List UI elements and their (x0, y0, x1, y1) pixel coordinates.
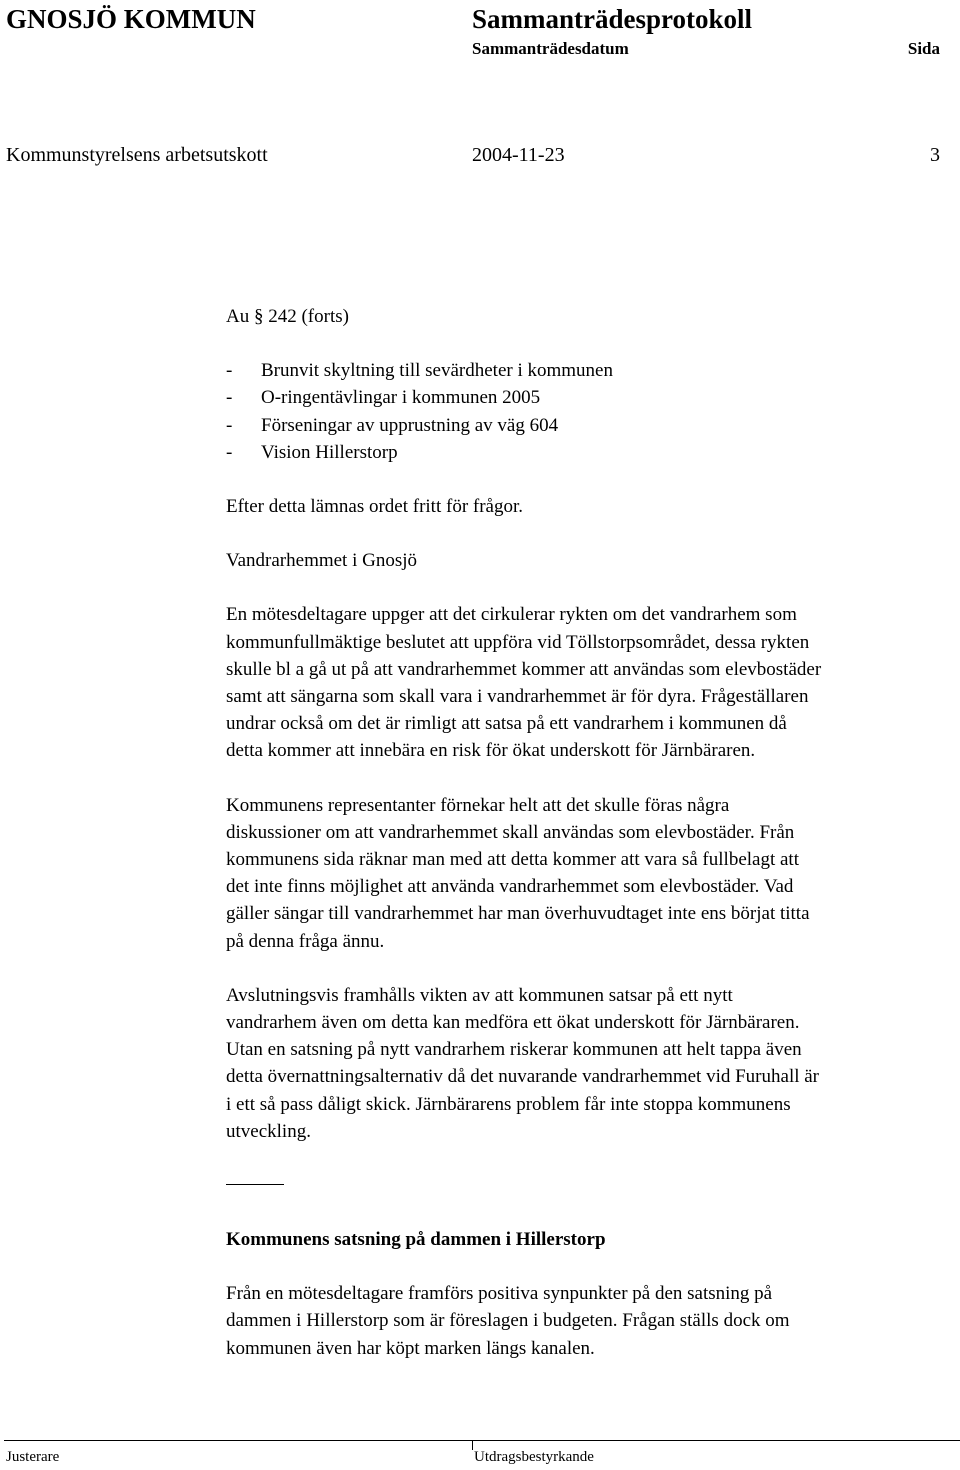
list-item-text: Vision Hillerstorp (261, 441, 398, 463)
text-line: vandrarhem även om detta kan medföra ett ökat underskott för Järnbäraren. (226, 1012, 800, 1034)
text-line: dammen i Hillerstorp som är föreslagen i budgeten. Frågan ställs dock om (226, 1310, 790, 1332)
text-line: diskussioner om att vandrarhemmet skall användas som elevbostäder. Från (226, 821, 795, 843)
footer-divider (4, 1440, 960, 1441)
list-item-text: Förseningar av upprustning av väg 604 (261, 414, 559, 436)
list-dash: - (226, 360, 233, 382)
text-line: det inte finns möjlighet att använda vandrarhemmet som elevbostäder. Vad (226, 876, 794, 898)
organization-name: GNOSJÖ KOMMUN (6, 4, 256, 34)
text-line: i ett så pass dåligt skick. Järnbärarens problem får inte stoppa kommunens (226, 1093, 791, 1115)
paragraph-municipality-response (226, 792, 946, 955)
footer-divider-tick (472, 1440, 473, 1450)
text-line: undrar också om det är rimligt att satsa på ett vandrarhem i kommunen då (226, 713, 787, 735)
text-line: detta kommer att innebära en risk för ökat underskott för Järnbäraren. (226, 740, 756, 762)
list-item-text: Brunvit skyltning till sevärdheter i kommunen (261, 360, 613, 382)
list-dash: - (226, 387, 233, 409)
text-line: utveckling. (226, 1120, 311, 1142)
open-questions-note: Efter detta lämnas ordet fritt för frågor. (226, 496, 524, 518)
topic-list (226, 357, 946, 466)
list-item (226, 439, 946, 466)
list-dash: - (226, 414, 233, 436)
heading-dam: Kommunens satsning på dammen i Hillerstorp (226, 1229, 606, 1251)
extract-certification-label: Utdragsbestyrkande (474, 1449, 594, 1465)
text-line: gäller sängar till vandrarhemmet har man överhuvudtaget inte ens börjat titta (226, 903, 810, 925)
list-dash: - (226, 441, 233, 463)
heading-hostel: Vandrarhemmet i Gnosjö (226, 550, 418, 572)
text-line: Utan en satsning på nytt vandrarhem riskerar kommunen att helt tappa även (226, 1039, 802, 1061)
list-item-text: O-ringentävlingar i kommunen 2005 (261, 387, 541, 409)
meeting-date-label: Sammanträdesdatum (472, 39, 629, 58)
protocol-body (226, 303, 946, 1362)
list-item (226, 357, 946, 384)
text-line: på denna fråga ännu. (226, 930, 385, 952)
document-type: Sammanträdesprotokoll (472, 4, 753, 34)
text-line: kommunens sida räknar man med att detta kommer att vara så fullbelagt att (226, 849, 799, 871)
adjuster-label: Justerare (6, 1449, 60, 1465)
text-line: kommunen även har köpt marken längs kanalen. (226, 1337, 595, 1359)
text-line: detta övernattningsalternativ då det nuvarande vandrarhemmet vid Furuhall är (226, 1066, 820, 1088)
list-item (226, 412, 946, 439)
section-separator (226, 1184, 284, 1185)
section-reference: Au § 242 (forts) (226, 306, 349, 327)
paragraph-conclusion (226, 982, 946, 1145)
text-line: Kommunens representanter förnekar helt att det skulle föras några (226, 794, 730, 816)
page-number: 3 (930, 144, 940, 166)
paragraph-dam (226, 1280, 946, 1362)
text-line: Från en mötesdeltagare framförs positiva synpunkter på den satsning på (226, 1283, 773, 1305)
text-line: kommunfullmäktige beslutet att uppföra vid Töllstorpsområdet, dessa rykten (226, 631, 810, 653)
page-label: Sida (907, 39, 940, 58)
meeting-date: 2004-11-23 (472, 144, 565, 166)
paragraph-hostel-question (226, 601, 946, 764)
list-item (226, 384, 946, 411)
committee-name: Kommunstyrelsens arbetsutskott (6, 144, 268, 166)
text-line: Avslutningsvis framhålls vikten av att kommunen satsar på ett nytt (226, 984, 733, 1006)
text-line: samt att sängarna som skall vara i vandrarhemmet är för dyra. Frågeställaren (226, 686, 809, 708)
text-line: skulle bl a gå ut på att vandrarhemmet kommer att användas som elevbostäder (226, 658, 822, 680)
text-line: En mötesdeltagare uppger att det cirkulerar rykten om det vandrarhem som (226, 604, 797, 626)
